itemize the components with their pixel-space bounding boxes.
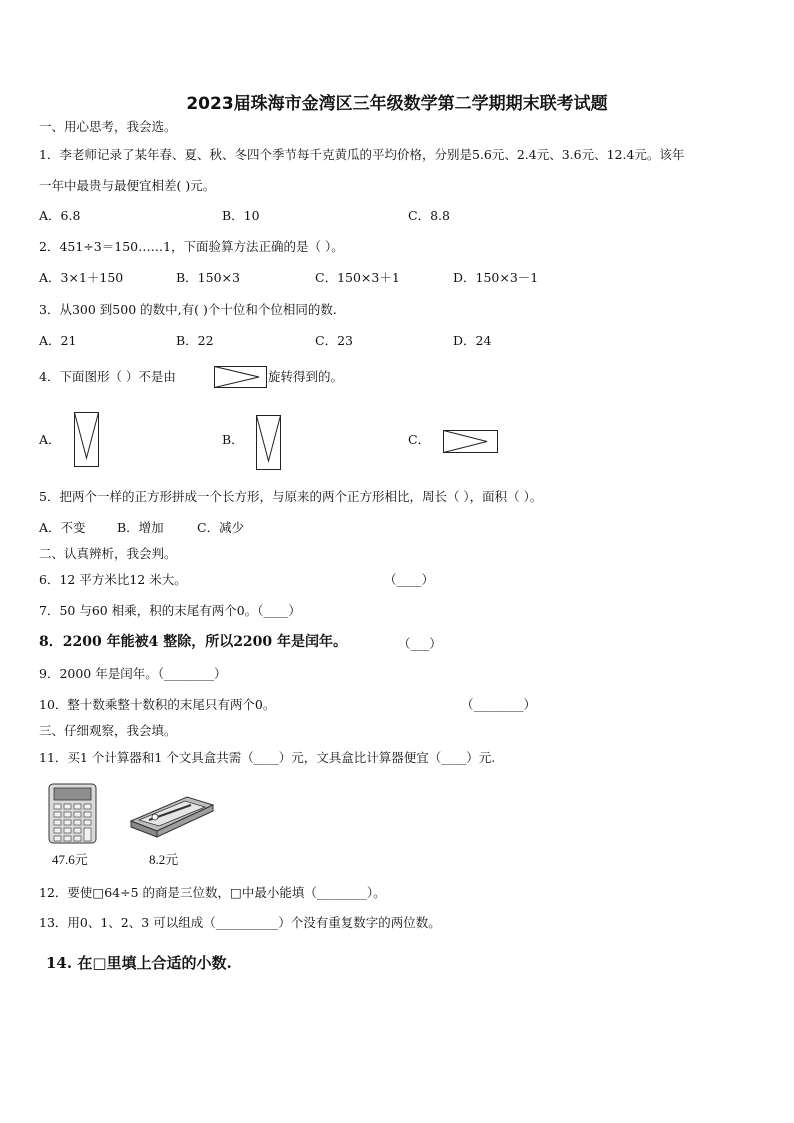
question-5-option-b[interactable]: B．增加 — [117, 520, 164, 535]
question-2-option-a[interactable]: A．3×1＋150 — [39, 270, 124, 285]
question-3-text: 3．从300 到500 的数中,有( )个十位和个位相同的数. — [39, 302, 337, 317]
option-a-figure[interactable] — [74, 412, 100, 468]
page-title: 2023届珠海市金湾区三年级数学第二学期期末联考试题 — [186, 94, 608, 114]
question-4-option-a[interactable]: A． — [39, 432, 61, 447]
question-2-option-c[interactable]: C．150×3＋1 — [315, 270, 400, 285]
question-4-text-after: 旋转得到的。 — [268, 369, 344, 384]
question-8-blank[interactable]: （___） — [398, 636, 442, 651]
pencil-case-price: 8.2元 — [149, 852, 179, 867]
question-11-text: 11．买1 个计算器和1 个文具盒共需（____）元，文具盒比计算器便宜（____）元. — [39, 750, 496, 765]
question-5-option-c[interactable]: C．减少 — [197, 520, 245, 535]
question-12-text: 12．要使□64÷5 的商是三位数，□中最小能填（________）。 — [39, 885, 386, 900]
calculator-image — [48, 783, 98, 845]
section-heading-3: 三、仔细观察，我会填。 — [39, 723, 177, 738]
question-2-text: 2．451÷3＝150……1，下面验算方法正确的是（ ）。 — [39, 239, 344, 254]
question-2-option-d[interactable]: D．150×3－1 — [453, 270, 539, 285]
option-c-figure[interactable] — [443, 430, 499, 454]
question-5-text: 5．把两个一样的正方形拼成一个长方形，与原来的两个正方形相比，周长（ ），面积（ ）。 — [39, 489, 543, 504]
question-14-text: 14. 在□里填上合适的小数. — [46, 954, 232, 972]
question-4-text-before: 4．下面图形（ ）不是由 — [39, 369, 176, 384]
reference-rectangle-figure — [214, 366, 268, 388]
section-heading-1: 一、用心思考，我会选。 — [39, 119, 177, 134]
question-1-line-1: 1．李老师记录了某年春、夏、秋、冬四个季节每千克黄瓜的平均价格，分别是5.6元、2.4元、3.6元、12.4元。该年 — [39, 147, 685, 162]
question-3-option-d[interactable]: D．24 — [453, 333, 492, 348]
question-3-option-b[interactable]: B．22 — [176, 333, 214, 348]
pencil-case-image — [127, 793, 215, 839]
question-1-option-c[interactable]: C．8.8 — [408, 208, 450, 223]
question-1-line-2: 一年中最贵与最便宜相差( )元。 — [39, 178, 216, 193]
question-8-text: 8．2200 年能被4 整除，所以2200 年是闰年。 — [39, 634, 348, 650]
question-4-option-b[interactable]: B． — [222, 432, 244, 447]
option-b-figure[interactable] — [256, 415, 282, 471]
section-heading-2: 二、认真辨析，我会判。 — [39, 546, 177, 561]
question-10-text: 10．整十数乘整十数积的末尾只有两个0。 — [39, 697, 276, 712]
question-2-option-b[interactable]: B．150×3 — [176, 270, 240, 285]
question-6-text: 6．12 平方米比12 米大。 — [39, 572, 187, 587]
question-7-text: 7．50 与60 相乘，积的末尾有两个0。（____） — [39, 603, 301, 618]
question-4-option-c[interactable]: C． — [408, 432, 431, 447]
question-3-option-c[interactable]: C．23 — [315, 333, 353, 348]
calculator-price: 47.6元 — [52, 852, 88, 867]
question-9-text: 9．2000 年是闰年。（________） — [39, 666, 227, 681]
question-1-option-a[interactable]: A．6.8 — [39, 208, 81, 223]
question-1-option-b[interactable]: B．10 — [222, 208, 260, 223]
question-10-blank[interactable]: （________） — [461, 697, 537, 712]
question-13-text: 13．用0、1、2、3 可以组成（__________）个没有重复数字的两位数。 — [39, 915, 441, 930]
question-5-option-a[interactable]: A．不变 — [39, 520, 86, 535]
question-3-option-a[interactable]: A．21 — [39, 333, 77, 348]
question-6-blank[interactable]: （____） — [384, 572, 435, 587]
